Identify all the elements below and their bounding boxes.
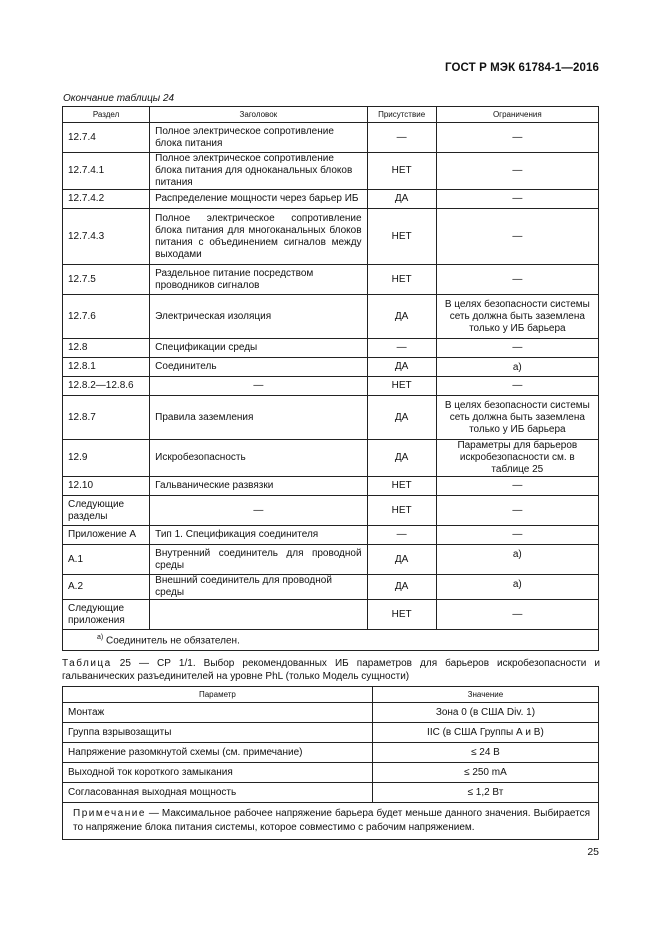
cell-presence: ДА bbox=[367, 575, 436, 600]
table-row bbox=[63, 190, 599, 209]
table-row bbox=[63, 703, 599, 723]
cell-title: Правила заземления bbox=[150, 396, 367, 440]
cell-limits: — bbox=[436, 265, 598, 295]
table-row bbox=[63, 295, 599, 339]
cell-presence: НЕТ bbox=[367, 600, 436, 630]
cell-title: Спецификации среды bbox=[150, 339, 367, 358]
cell-parameter: Согласованная выходная мощность bbox=[63, 783, 373, 803]
cell-limits: — bbox=[436, 600, 598, 630]
cell-presence: ДА bbox=[367, 545, 436, 575]
cell-section: 12.8.2—12.8.6 bbox=[63, 377, 150, 396]
column-header-parameter: Параметр bbox=[63, 687, 373, 703]
cell-title: Внешний соединитель для проводной среды bbox=[150, 575, 367, 600]
cell-presence: ДА bbox=[367, 440, 436, 477]
cell-title: Искробезопасность bbox=[150, 440, 367, 477]
table-row bbox=[63, 153, 599, 190]
cell-value: IIC (в США Группы А и В) bbox=[372, 723, 598, 743]
page-number: 25 bbox=[587, 846, 599, 858]
table25-note bbox=[63, 803, 599, 840]
cell-title: Распределение мощности через барьер ИБ bbox=[150, 190, 367, 209]
cell-title: Соединитель bbox=[150, 358, 367, 377]
footnote-row bbox=[63, 630, 599, 651]
column-header-section: Раздел bbox=[63, 107, 150, 123]
cell-title: Гальванические развязки bbox=[150, 477, 367, 496]
cell-presence: НЕТ bbox=[367, 477, 436, 496]
column-header-value: Значение bbox=[372, 687, 598, 703]
cell-presence: ДА bbox=[367, 190, 436, 209]
cell-presence: — bbox=[367, 526, 436, 545]
cell-title: Полное электрическое сопротивление блока питания для многоканальных блоков питания с объединением сигналов между выходами bbox=[150, 209, 367, 265]
cell-parameter: Выходной ток короткого замыкания bbox=[63, 763, 373, 783]
table-row bbox=[63, 209, 599, 265]
table-row bbox=[63, 440, 599, 477]
cell-parameter: Группа взрывозащиты bbox=[63, 723, 373, 743]
cell-presence: НЕТ bbox=[367, 377, 436, 396]
table-row bbox=[63, 123, 599, 153]
cell-section: 12.9 bbox=[63, 440, 150, 477]
cell-title: — bbox=[150, 377, 367, 396]
table-row bbox=[63, 743, 599, 763]
cell-parameter: Монтаж bbox=[63, 703, 373, 723]
table25-caption-label: Таблица bbox=[62, 658, 112, 669]
cell-limits: — bbox=[436, 496, 598, 526]
note-label: Примечание bbox=[73, 808, 146, 819]
cell-section: 12.10 bbox=[63, 477, 150, 496]
cell-title: Внутренний соединитель для проводной среды bbox=[150, 545, 367, 575]
cell-section: 12.7.4 bbox=[63, 123, 150, 153]
cell-title: Раздельное питание посредством проводников сигналов bbox=[150, 265, 367, 295]
cell-section: 12.8.7 bbox=[63, 396, 150, 440]
table-footnote bbox=[63, 630, 599, 651]
footnote-mark: а) bbox=[97, 634, 104, 642]
column-header-presence: Присутствие bbox=[367, 107, 436, 123]
table-row bbox=[63, 477, 599, 496]
cell-presence: — bbox=[367, 123, 436, 153]
table-24 bbox=[62, 106, 599, 651]
footnote-text: Соединитель не обязателен. bbox=[103, 635, 240, 647]
table-row bbox=[63, 600, 599, 630]
cell-section: Следующие приложения bbox=[63, 600, 150, 630]
table-row bbox=[63, 545, 599, 575]
document-header: ГОСТ Р МЭК 61784-1—2016 bbox=[445, 62, 599, 74]
cell-section: 12.7.6 bbox=[63, 295, 150, 339]
cell-title: — bbox=[150, 496, 367, 526]
table-row bbox=[63, 783, 599, 803]
table-header-row bbox=[63, 687, 599, 703]
cell-section: 12.8.1 bbox=[63, 358, 150, 377]
cell-presence: НЕТ bbox=[367, 496, 436, 526]
cell-value: ≤ 1,2 Вт bbox=[372, 783, 598, 803]
cell-title: Полное электрическое сопротивление блока питания для одноканальных блоков питания bbox=[150, 153, 367, 190]
table-row bbox=[63, 575, 599, 600]
cell-presence: НЕТ bbox=[367, 265, 436, 295]
cell-limits: — bbox=[436, 153, 598, 190]
cell-limits-footnote-ref: а) bbox=[436, 545, 598, 575]
column-header-title: Заголовок bbox=[150, 107, 367, 123]
cell-presence: НЕТ bbox=[367, 209, 436, 265]
cell-section: Следующие разделы bbox=[63, 496, 150, 526]
table-header-row bbox=[63, 107, 599, 123]
table-row bbox=[63, 496, 599, 526]
table-row bbox=[63, 339, 599, 358]
note-row bbox=[63, 803, 599, 840]
table25-caption bbox=[62, 657, 600, 683]
cell-limits: — bbox=[436, 209, 598, 265]
cell-limits: — bbox=[436, 339, 598, 358]
cell-section: 12.7.4.2 bbox=[63, 190, 150, 209]
table-row bbox=[63, 396, 599, 440]
cell-parameter: Напряжение разомкнутой схемы (см. примечание) bbox=[63, 743, 373, 763]
cell-presence: ДА bbox=[367, 358, 436, 377]
column-header-limits: Ограничения bbox=[436, 107, 598, 123]
cell-presence: ДА bbox=[367, 295, 436, 339]
cell-limits-footnote-ref: а) bbox=[436, 358, 598, 377]
cell-section: А.1 bbox=[63, 545, 150, 575]
cell-title: Тип 1. Спецификация соединителя bbox=[150, 526, 367, 545]
table-row bbox=[63, 723, 599, 743]
cell-presence: ДА bbox=[367, 396, 436, 440]
table-row bbox=[63, 526, 599, 545]
cell-title bbox=[150, 600, 367, 630]
cell-limits: Параметры для барьеров искробезопасности см. в таблице 25 bbox=[436, 440, 598, 477]
cell-presence: НЕТ bbox=[367, 153, 436, 190]
cell-section: 12.8 bbox=[63, 339, 150, 358]
cell-section: А.2 bbox=[63, 575, 150, 600]
cell-limits: — bbox=[436, 190, 598, 209]
cell-value: Зона 0 (в США Div. 1) bbox=[372, 703, 598, 723]
cell-title: Полное электрическое сопротивление блока питания bbox=[150, 123, 367, 153]
cell-limits: В целях безопасности системы сеть должна быть заземлена только у ИБ барьера bbox=[436, 396, 598, 440]
cell-limits: — bbox=[436, 477, 598, 496]
table-row bbox=[63, 377, 599, 396]
table-row bbox=[63, 358, 599, 377]
cell-limits: — bbox=[436, 377, 598, 396]
cell-value: ≤ 24 В bbox=[372, 743, 598, 763]
note-text: — Максимальное рабочее напряжение барьера будет меньше данного значения. Выбирается то напряжение блока питания системы, которое совместимо с рабочим напряжением. bbox=[73, 808, 590, 833]
table24-caption: Окончание таблицы 24 bbox=[63, 93, 175, 104]
cell-presence: — bbox=[367, 339, 436, 358]
cell-section: 12.7.4.3 bbox=[63, 209, 150, 265]
cell-limits: В целях безопасности системы сеть должна быть заземлена только у ИБ барьера bbox=[436, 295, 598, 339]
cell-limits-footnote-ref: а) bbox=[436, 575, 598, 600]
cell-section: Приложение А bbox=[63, 526, 150, 545]
table-row bbox=[63, 265, 599, 295]
table-row bbox=[63, 763, 599, 783]
cell-limits: — bbox=[436, 123, 598, 153]
cell-title: Электрическая изоляция bbox=[150, 295, 367, 339]
cell-section: 12.7.4.1 bbox=[63, 153, 150, 190]
table-25 bbox=[62, 686, 599, 840]
cell-value: ≤ 250 mA bbox=[372, 763, 598, 783]
table25-caption-text: 25 — СР 1/1. Выбор рекомендованных ИБ параметров для барьеров искробезопасности и гальванических разъединителей на уровне PhL (только Модель сущности) bbox=[62, 658, 600, 682]
cell-section: 12.7.5 bbox=[63, 265, 150, 295]
cell-limits: — bbox=[436, 526, 598, 545]
